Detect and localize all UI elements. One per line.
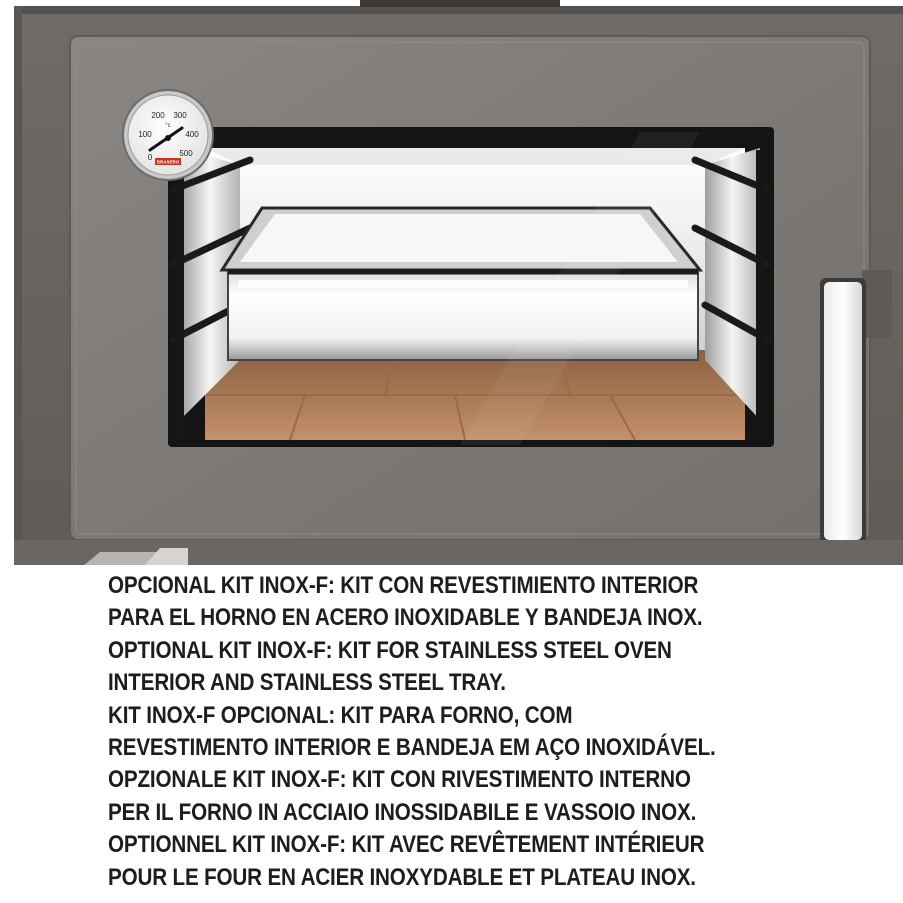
dial-label-0: 0 bbox=[147, 153, 153, 162]
brand-badge-label: BRASERO bbox=[156, 159, 180, 165]
caption-line-it-1: OPZIONALE KIT INOX-F: KIT CON RIVESTIMENTO INTERNO bbox=[108, 766, 691, 794]
dial-label-500: 500 bbox=[179, 149, 193, 158]
dial-label-100: 100 bbox=[138, 130, 152, 139]
thermometer bbox=[123, 90, 213, 180]
caption-line-it-2: PER IL FORNO IN ACCIAIO INOSSIDABILE E VASSOIO INOX. bbox=[108, 798, 697, 826]
caption-line-es-2: PARA EL HORNO EN ACERO INOXIDABLE Y BANDEJA INOX. bbox=[108, 604, 703, 632]
dial-label-200: 200 bbox=[151, 111, 165, 120]
caption-line-fr-2: POUR LE FOUR EN ACIER INOXYDABLE ET PLATEAU INOX. bbox=[108, 863, 696, 891]
dial-unit: °c bbox=[165, 123, 171, 129]
oven-window bbox=[168, 127, 774, 447]
product-caption bbox=[108, 570, 888, 894]
caption-line-pt-1: KIT INOX-F OPCIONAL: KIT PARA FORNO, COM bbox=[108, 701, 573, 729]
lower-latch bbox=[14, 540, 903, 565]
caption-line-en-2: INTERIOR AND STAINLESS STEEL TRAY. bbox=[108, 669, 506, 697]
caption-line-en-1: OPTIONAL KIT INOX-F: KIT FOR STAINLESS STEEL OVEN bbox=[108, 636, 672, 664]
caption-line-es-1: OPCIONAL KIT INOX-F: KIT CON REVESTIMIENTO INTERIOR bbox=[108, 572, 699, 599]
caption-line-fr-1: OPTIONNEL KIT INOX-F: KIT AVEC REVÊTEMENT INTÉRIEUR bbox=[108, 831, 705, 859]
dial-label-400: 400 bbox=[185, 130, 199, 139]
caption-line-pt-2: REVESTIMENTO INTERIOR E BANDEJA EM AÇO INOXIDÁVEL. bbox=[108, 733, 716, 761]
dial-label-300: 300 bbox=[173, 111, 187, 120]
